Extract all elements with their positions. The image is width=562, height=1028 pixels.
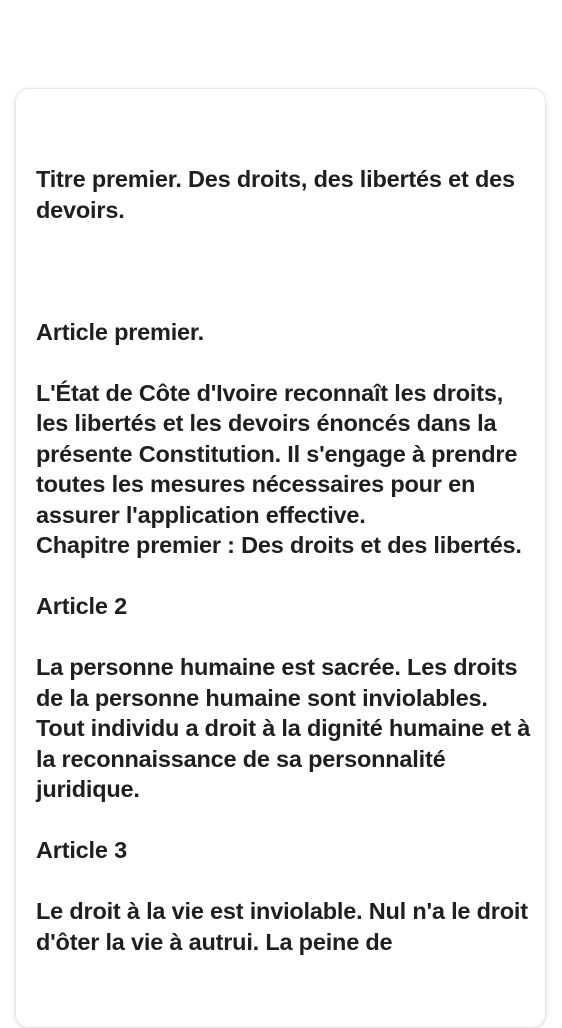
article-3-body: Le droit à la vie est inviolable. Nul n'a le droit d'ôter la vie à autrui. La peine de bbox=[36, 898, 535, 955]
chapter-1-heading: Chapitre premier : Des droits et des libertés. bbox=[36, 532, 522, 558]
article-3-heading: Article 3 bbox=[36, 837, 127, 863]
article-1-heading: Article premier. bbox=[36, 318, 204, 345]
article-2-heading: Article 2 bbox=[36, 593, 127, 619]
document-card bbox=[15, 88, 546, 1028]
document-title: Titre premier. Des droits, des libertés et des devoirs. bbox=[36, 166, 522, 223]
article-1-body: L'État de Côte d'Ivoire reconnaît les droits, les libertés et les devoirs énoncés dans la présente Constitution. Il s'engage à prendre toutes les mesures nécessaires pour en assurer l'application effective. bbox=[36, 379, 524, 528]
document-text bbox=[36, 164, 536, 957]
article-2-body: La personne humaine est sacrée. Les droits de la personne humaine sont inviolables. Tout individu a droit à la dignité humaine et à la reconnaissance de sa personnalité juridique. bbox=[36, 654, 537, 802]
